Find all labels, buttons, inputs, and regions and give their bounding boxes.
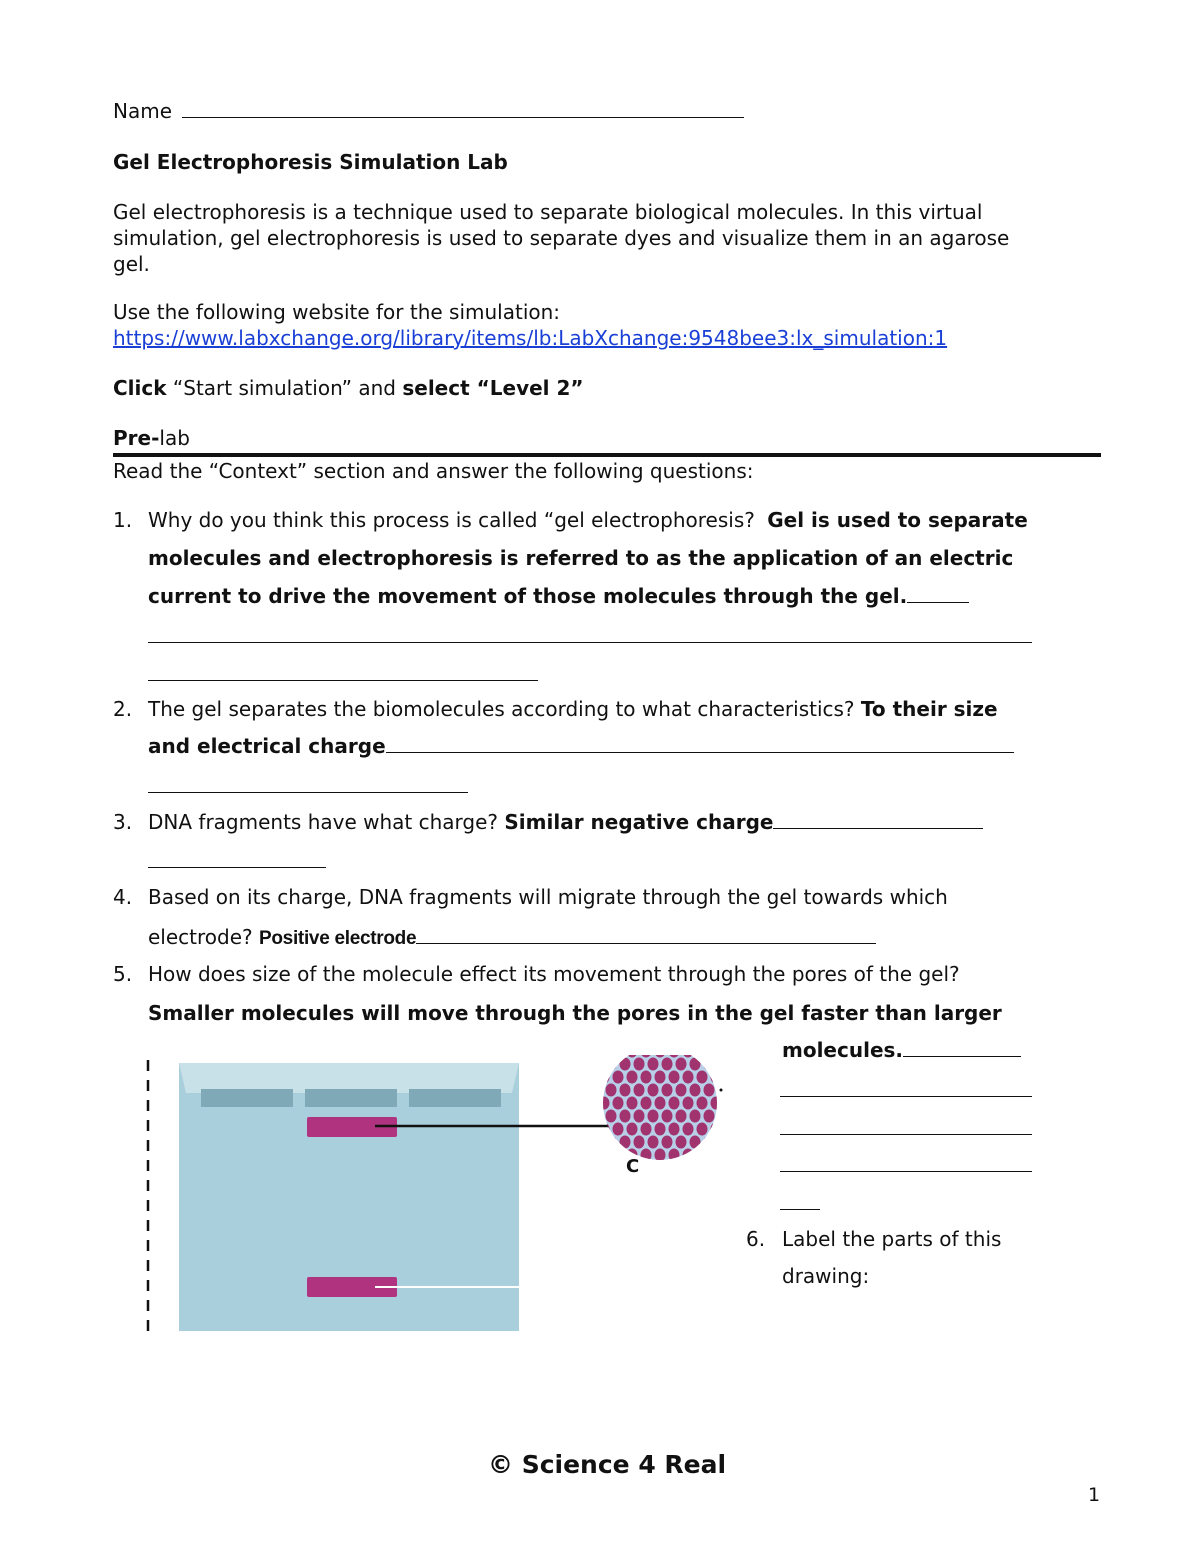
q5-answer-line-4[interactable] bbox=[780, 1171, 1032, 1172]
gel-pore-bead bbox=[641, 1097, 652, 1110]
q1-answer-3: current to drive the movement of those molecules through the gel. bbox=[148, 584, 908, 608]
q2-line-1 bbox=[148, 697, 998, 721]
website-link-row bbox=[113, 326, 947, 350]
instr-select: select “Level 2” bbox=[402, 376, 584, 400]
intro-line-2: simulation, gel electrophoresis is used to separate dyes and visualize them in an agarose bbox=[113, 226, 1010, 250]
gel-pore-bead bbox=[655, 1123, 666, 1136]
q4-answer-blank[interactable] bbox=[416, 943, 876, 944]
page-title: Gel Electrophoresis Simulation Lab bbox=[113, 150, 508, 174]
gel-pore-bead bbox=[711, 1149, 722, 1162]
gel-pore-bead bbox=[620, 1084, 631, 1097]
prelab-heading bbox=[113, 426, 190, 450]
website-label: Use the following website for the simulation: bbox=[113, 300, 561, 324]
gel-pore-bead bbox=[599, 1149, 610, 1162]
gel-pore-bead bbox=[725, 1097, 731, 1110]
gel-pore-bead bbox=[725, 1071, 731, 1084]
gel-pore-bead bbox=[718, 1058, 729, 1071]
gel-well-2 bbox=[305, 1089, 397, 1107]
gel-pore-bead bbox=[697, 1149, 708, 1162]
gel-pore-bead bbox=[683, 1097, 694, 1110]
intro-line-3: gel. bbox=[113, 252, 150, 276]
gel-pore-bead bbox=[704, 1084, 715, 1097]
gel-pore-bead bbox=[683, 1123, 694, 1136]
gel-pore-bead bbox=[711, 1071, 722, 1084]
gel-pore-bead bbox=[634, 1058, 645, 1071]
q3-line-1 bbox=[148, 810, 983, 834]
gel-pore-bead bbox=[711, 1097, 722, 1110]
gel-pore-bead bbox=[704, 1058, 715, 1071]
copyright-footer: © Science 4 Real bbox=[488, 1450, 727, 1479]
gel-pore-bead bbox=[592, 1084, 603, 1097]
gel-pore-bead bbox=[620, 1110, 631, 1123]
q1-answer-1: Gel is used to separate bbox=[767, 508, 1028, 532]
q5-answer-line-5[interactable] bbox=[780, 1209, 820, 1210]
q5-answer-line-2[interactable] bbox=[780, 1096, 1032, 1097]
q1-prompt: Why do you think this process is called “gel electrophoresis? bbox=[148, 508, 755, 532]
q6-number: 6. bbox=[746, 1227, 766, 1251]
gel-pore-bead bbox=[711, 1123, 722, 1136]
prelab-heading-rest: lab bbox=[159, 426, 190, 450]
page-number: 1 bbox=[1088, 1484, 1101, 1506]
gel-pore-bead bbox=[606, 1136, 617, 1149]
gel-pore-bead bbox=[606, 1084, 617, 1097]
gel-pore-bead bbox=[634, 1084, 645, 1097]
q4-answer: Positive electrode bbox=[259, 928, 417, 949]
gel-pore-bead bbox=[627, 1097, 638, 1110]
q2-line-2 bbox=[148, 734, 1014, 758]
q1-line-1 bbox=[148, 508, 1028, 532]
gel-pore-bead bbox=[641, 1123, 652, 1136]
gel-pore-bead bbox=[606, 1110, 617, 1123]
gel-pore-bead bbox=[690, 1058, 701, 1071]
gel-pore-bead bbox=[669, 1097, 680, 1110]
q4-prompt-2: electrode? bbox=[148, 925, 253, 949]
instr-click: Click bbox=[113, 376, 167, 400]
gel-pore-bead bbox=[676, 1110, 687, 1123]
name-input-line[interactable] bbox=[182, 117, 744, 118]
gel-pore-bead bbox=[592, 1110, 603, 1123]
gel-pore-bead bbox=[641, 1149, 652, 1162]
prelab-divider bbox=[113, 453, 1101, 457]
gel-pore-bead bbox=[613, 1123, 624, 1136]
q2-answer-1: To their size bbox=[860, 697, 998, 721]
name-field-row bbox=[113, 99, 744, 123]
q6-prompt-2: drawing: bbox=[782, 1264, 870, 1288]
gel-pore-bead bbox=[585, 1055, 596, 1058]
q5-number: 5. bbox=[113, 962, 133, 986]
gel-pore-bead bbox=[718, 1136, 729, 1149]
gel-pore-bead bbox=[662, 1110, 673, 1123]
q5-answer-blank[interactable] bbox=[903, 1056, 1021, 1057]
gel-pore-bead bbox=[627, 1123, 638, 1136]
gel-pore-bead bbox=[669, 1123, 680, 1136]
gel-pore-bead bbox=[697, 1097, 708, 1110]
prelab-instructions: Read the “Context” section and answer the following questions: bbox=[113, 459, 754, 483]
gel-pore-bead bbox=[599, 1055, 610, 1058]
gel-pore-bead bbox=[669, 1071, 680, 1084]
gel-pore-bead bbox=[662, 1084, 673, 1097]
gel-pore-bead bbox=[690, 1110, 701, 1123]
gel-pore-bead bbox=[599, 1071, 610, 1084]
q5-prompt: How does size of the molecule effect its movement through the pores of the gel? bbox=[148, 962, 960, 986]
gel-pore-bead bbox=[648, 1084, 659, 1097]
gel-pore-bead bbox=[697, 1055, 708, 1058]
gel-pore-bead bbox=[697, 1123, 708, 1136]
gel-pore-bead bbox=[676, 1084, 687, 1097]
intro-line-1: Gel electrophoresis is a technique used to separate biological molecules. In this virtual bbox=[113, 200, 983, 224]
gel-well-1 bbox=[201, 1089, 293, 1107]
q2-answer-2: and electrical charge bbox=[148, 734, 386, 758]
q5-answer-2: molecules. bbox=[782, 1038, 904, 1062]
gel-pore-bead bbox=[676, 1058, 687, 1071]
stray-dot bbox=[720, 1089, 723, 1092]
gel-pore-bead bbox=[613, 1071, 624, 1084]
gel-pore-bead bbox=[648, 1110, 659, 1123]
instr-start: “Start simulation” and bbox=[172, 376, 396, 400]
gel-pore-bead bbox=[627, 1071, 638, 1084]
gel-pore-bead bbox=[585, 1097, 596, 1110]
gel-pore-bead bbox=[634, 1136, 645, 1149]
q5-answer-1: Smaller molecules will move through the pores in the gel faster than larger bbox=[148, 1001, 1002, 1025]
website-link[interactable]: https://www.labxchange.org/library/items/lb:LabXchange:9548bee3:lx_simulation:1 bbox=[113, 326, 948, 350]
q1-answer-line-3[interactable] bbox=[148, 680, 538, 681]
q1-answer-2: molecules and electrophoresis is referred to as the application of an electric bbox=[148, 546, 1014, 570]
q2-answer-blank[interactable] bbox=[386, 752, 1014, 753]
gel-pore-bead bbox=[641, 1071, 652, 1084]
q6-prompt-1: Label the parts of this bbox=[782, 1227, 1002, 1251]
gel-pore-bead bbox=[683, 1149, 694, 1162]
q4-number: 4. bbox=[113, 885, 133, 909]
gel-pore-bead bbox=[662, 1136, 673, 1149]
q3-answer: Similar negative charge bbox=[504, 810, 774, 834]
q3-number: 3. bbox=[113, 810, 133, 834]
gel-pore-bead bbox=[634, 1110, 645, 1123]
gel-pore-bead bbox=[718, 1084, 729, 1097]
q2-number: 2. bbox=[113, 697, 133, 721]
q3-prompt: DNA fragments have what charge? bbox=[148, 810, 499, 834]
start-instruction bbox=[113, 376, 584, 400]
gel-top-edge bbox=[179, 1063, 519, 1093]
q4-line-2 bbox=[148, 925, 876, 950]
gel-pore-bead bbox=[585, 1071, 596, 1084]
gel-well-3 bbox=[409, 1089, 501, 1107]
q3-answer-blank[interactable] bbox=[773, 828, 983, 829]
gel-pore-bead bbox=[683, 1071, 694, 1084]
q1-answer-line-2[interactable] bbox=[148, 642, 1032, 643]
label-c: C bbox=[626, 1156, 640, 1177]
gel-pore-bead bbox=[690, 1084, 701, 1097]
gel-pore-bead bbox=[599, 1097, 610, 1110]
gel-pore-magnification bbox=[585, 1055, 731, 1162]
gel-pore-bead bbox=[599, 1123, 610, 1136]
q4-prompt-1: Based on its charge, DNA fragments will migrate through the gel towards which bbox=[148, 885, 948, 909]
gel-pore-bead bbox=[613, 1149, 624, 1162]
gel-pore-bead bbox=[697, 1071, 708, 1084]
gel-pore-bead bbox=[711, 1055, 722, 1058]
gel-diagram bbox=[130, 1055, 730, 1345]
gel-pore-bead bbox=[655, 1149, 666, 1162]
q1-line-3 bbox=[148, 584, 969, 608]
gel-pore-bead bbox=[585, 1123, 596, 1136]
q3-answer-line-2[interactable] bbox=[148, 867, 326, 868]
gel-pore-bead bbox=[648, 1058, 659, 1071]
name-label: Name bbox=[113, 99, 173, 123]
gel-pore-bead bbox=[613, 1097, 624, 1110]
gel-pore-bead bbox=[592, 1058, 603, 1071]
gel-pore-bead bbox=[704, 1110, 715, 1123]
q5-answer-line-3[interactable] bbox=[780, 1134, 1032, 1135]
gel-pore-bead bbox=[676, 1136, 687, 1149]
gel-pore-bead bbox=[669, 1149, 680, 1162]
gel-pore-bead bbox=[606, 1058, 617, 1071]
gel-pore-bead bbox=[690, 1136, 701, 1149]
gel-pore-bead bbox=[613, 1055, 624, 1058]
gel-pore-bead bbox=[655, 1097, 666, 1110]
gel-pore-bead bbox=[725, 1149, 731, 1162]
gel-pore-bead bbox=[620, 1058, 631, 1071]
gel-pore-bead bbox=[620, 1136, 631, 1149]
q1-answer-blank[interactable] bbox=[907, 602, 969, 603]
prelab-heading-bold: Pre- bbox=[113, 426, 160, 450]
gel-pore-bead bbox=[725, 1123, 731, 1136]
q2-prompt: The gel separates the biomolecules according to what characteristics? bbox=[148, 697, 855, 721]
q5-line-3 bbox=[782, 1038, 1021, 1062]
gel-pore-bead bbox=[592, 1136, 603, 1149]
gel-pore-bead bbox=[655, 1071, 666, 1084]
gel-pore-bead bbox=[725, 1055, 731, 1058]
q2-answer-line-2[interactable] bbox=[148, 792, 468, 793]
gel-pore-bead bbox=[648, 1136, 659, 1149]
gel-pore-bead bbox=[585, 1149, 596, 1162]
q1-number: 1. bbox=[113, 508, 133, 532]
gel-pore-bead bbox=[718, 1110, 729, 1123]
gel-pore-bead bbox=[662, 1058, 673, 1071]
gel-pore-bead bbox=[704, 1136, 715, 1149]
